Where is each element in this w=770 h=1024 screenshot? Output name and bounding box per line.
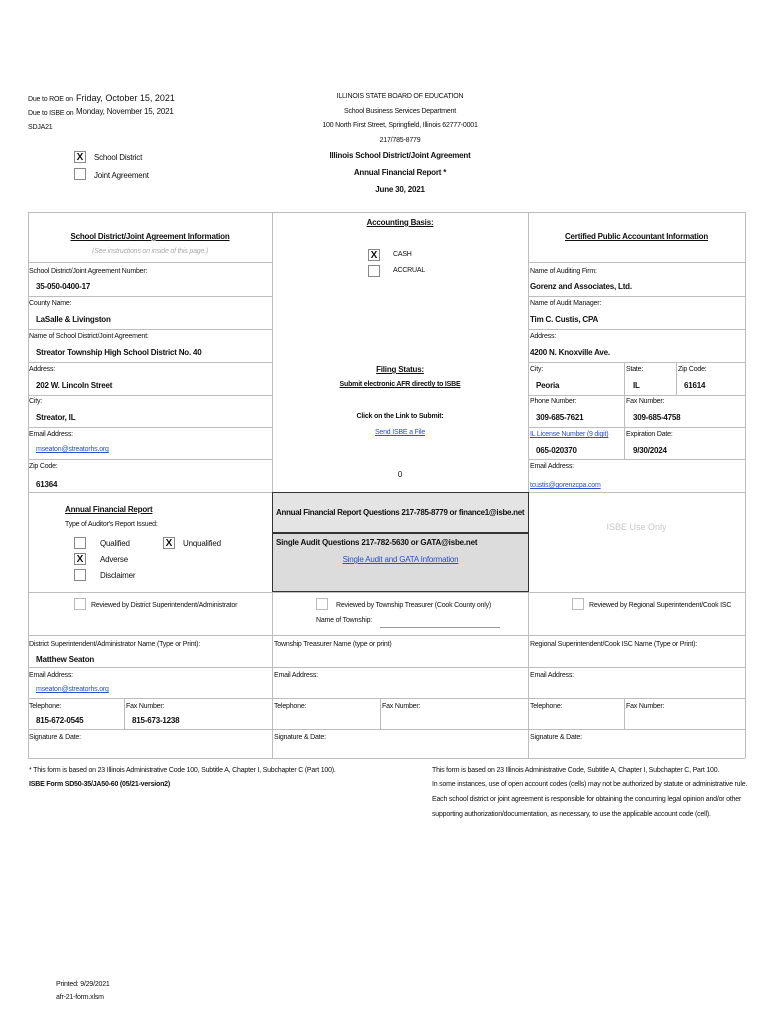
unqualified-label: Unqualified [183,539,221,548]
district-address[interactable]: 202 W. Lincoln Street [36,381,113,390]
grid-line [28,729,745,730]
school-district-checkbox[interactable]: X [74,151,86,163]
cash-checkbox[interactable]: X [368,249,380,261]
filing-status-subtitle: Submit electronic AFR directly to ISBE [339,381,461,388]
treasurer-name-label: Township Treasurer Name (type or print) [274,641,392,648]
single-audit-link[interactable]: Single Audit and GATA Information [342,555,459,564]
regional-review-checkbox[interactable] [572,598,584,610]
grid-line [528,262,745,263]
grid-line [624,362,625,459]
cpa-address[interactable]: 4200 N. Knoxville Ave. [530,348,610,357]
filing-status-title: Filing Status: [376,365,424,374]
school-district-label: School District [94,153,143,162]
afr-title: Annual Financial Report [65,505,153,514]
grid-line [528,362,745,363]
cpa-zip-label: Zip Code: [678,366,707,373]
cpa-phone-label: Phone Number: [530,398,577,405]
firm-name[interactable]: Gorenz and Associates, Ltd. [530,282,632,291]
accounting-basis-title: Accounting Basis: [366,218,434,227]
township-review-checkbox[interactable] [316,598,328,610]
superintendent-fax[interactable]: 815-673-1238 [132,716,180,725]
adverse-checkbox[interactable]: X [74,553,86,565]
treasurer-signature-label: Signature & Date: [274,734,326,741]
expiration-label: Expiration Date: [626,431,673,438]
grid-line [528,212,529,758]
disclaimer-label: Disclaimer [100,571,136,580]
footer-note-right-1: This form is based on 23 Illinois Administrative Code, Subtitle A, Chapter I, Subchapter C, Part 100. [432,767,720,774]
grid-line [28,395,272,396]
district-city[interactable]: Streator, IL [36,413,76,422]
roe-due-label: Due to ROE on [28,96,73,103]
agency-name: ILLINOIS STATE BOARD OF EDUCATION [336,93,464,100]
superintendent-email[interactable]: mseaton@streatorhs.org [36,686,109,693]
district-info-title: School District/Joint Agreement Information [70,232,230,241]
superintendent-name[interactable]: Matthew Seaton [36,655,95,664]
superintendent-phone[interactable]: 815-672-0545 [36,716,84,725]
cpa-state-label: State: [626,366,644,373]
roe-due-date: Friday, October 15, 2021 [76,93,175,103]
filing-count: 0 [397,470,403,479]
grid-line [528,459,745,460]
single-audit-text: Single Audit Questions 217-782-5630 or GATA@isbe.net [276,538,478,547]
grid-line [28,329,272,330]
grid-line [28,667,745,668]
cpa-fax[interactable]: 309-685-4758 [633,413,681,422]
superintendent-email-label: Email Address: [29,672,73,679]
send-isbe-file-link[interactable]: Send ISBE a File [374,429,426,436]
superintendent-fax-label: Fax Number: [126,703,165,710]
cpa-address-label: Address: [530,333,557,340]
agency-address: 100 North First Street, Springfield, Illinois 62777-0001 [322,122,478,129]
treasurer-phone-label: Telephone: [274,703,307,710]
district-zip[interactable]: 61364 [36,480,58,489]
county-name[interactable]: LaSalle & Livingston [36,315,111,324]
district-email-label: Email Address: [29,431,73,438]
grid-line [28,427,272,428]
district-number-label: School District/Joint Agreement Number: [29,268,148,275]
unqualified-checkbox[interactable]: X [163,537,175,549]
grid-line [28,296,272,297]
regional-phone-label: Telephone: [530,703,563,710]
report-date: June 30, 2021 [375,185,425,194]
district-number[interactable]: 35-050-0400-17 [36,282,91,291]
footer-note-left: * This form is based on 23 Illinois Administrative Code 100, Subtitle A, Chapter I, Subchapter C (Part 100). [29,767,336,774]
grid-line [272,212,273,758]
superintendent-signature-label: Signature & Date: [29,734,81,741]
township-name-label: Name of Township: [316,617,373,624]
cpa-state[interactable]: IL [633,381,640,390]
district-name[interactable]: Streator Township High School District No. 40 [36,348,202,357]
grid-line [28,459,272,460]
file-name: afr-21-form.xlsm [56,994,104,1001]
footer-note-right-4: supporting authorization/documentation, as necessary, to use the applicable account code (cell). [432,811,711,818]
superintendent-name-label: District Superintendent/Administrator Name (Type or Print): [29,641,201,648]
click-to-submit-label: Click on the Link to Submit: [356,413,444,420]
report-type-title: Illinois School District/Joint Agreement [329,151,471,160]
grid-line [676,362,677,395]
grid-line [28,212,745,213]
license-number[interactable]: 065-020370 [536,446,577,455]
isbe-use-only: ISBE Use Only [606,522,667,532]
expiration-date[interactable]: 9/30/2024 [633,446,667,455]
grid-line [528,427,745,428]
regional-fax-label: Fax Number: [626,703,665,710]
township-review-label: Reviewed by Township Treasurer (Cook County only) [336,602,492,609]
grid-line [28,262,272,263]
cpa-email-label: Email Address: [530,463,574,470]
report-title: Annual Financial Report * [353,168,447,177]
footer-note-right-2: In some instances, use of open account codes (cells) may not be authorized by statute or administrative rule. [432,781,748,788]
district-name-label: Name of School District/Joint Agreement: [29,333,149,340]
district-city-label: City: [29,398,43,405]
qualified-checkbox[interactable] [74,537,86,549]
cpa-email[interactable]: tcustis@gorenzcpa.com [530,482,601,489]
department-name: School Business Services Department [343,108,457,115]
grid-line [624,698,625,729]
superintendent-phone-label: Telephone: [29,703,62,710]
grid-line [528,329,745,330]
treasurer-email-label: Email Address: [274,672,318,679]
district-zip-label: Zip Code: [29,463,58,470]
grid-line [745,212,746,758]
cash-label: CASH [393,251,412,258]
regional-signature-label: Signature & Date: [530,734,582,741]
cpa-city-label: City: [530,366,544,373]
regional-email-label: Email Address: [530,672,574,679]
township-name-line[interactable] [380,627,500,628]
form-code: SDJA21 [28,124,53,131]
grid-line [380,698,381,729]
grid-line [28,698,745,699]
grid-line [28,362,272,363]
adverse-label: Adverse [100,555,128,564]
district-review-label: Reviewed by District Superintendent/Administrator [91,602,238,609]
manager-label: Name of Audit Manager: [530,300,602,307]
joint-agreement-checkbox[interactable] [74,168,86,180]
regional-name-label: Regional Superintendent/Cook ISC Name (Type or Print): [530,641,698,648]
firm-label: Name of Auditing Firm: [530,268,597,275]
license-number-label[interactable]: IL License Number (9 digit) [530,431,609,438]
qualified-label: Qualified [100,539,130,548]
district-address-label: Address: [29,366,56,373]
district-info-subtitle: (See instructions on inside of this page.) [91,248,209,255]
cpa-info-title: Certified Public Accountant Information [564,232,709,241]
cpa-city[interactable]: Peoria [536,381,560,390]
regional-review-label: Reviewed by Regional Superintendent/Cook ISC [589,602,732,609]
grid-line [28,758,745,759]
district-review-checkbox[interactable] [74,598,86,610]
manager-name[interactable]: Tim C. Custis, CPA [530,315,599,324]
joint-agreement-label: Joint Agreement [94,171,149,180]
footer-note-right-3: Each school district or joint agreement is responsible for obtaining the concurring legal opinion and/or other [432,796,742,803]
grid-line [124,698,125,729]
form-id: ISBE Form SD50-35/JA50-60 (05/21-version2) [29,781,170,788]
auditor-report-type-label: Type of Auditor's Report Issued: [65,521,158,528]
accrual-label: ACCRUAL [393,267,426,274]
isbe-due-label: Due to ISBE on [28,110,74,117]
grid-line [528,395,745,396]
disclaimer-checkbox[interactable] [74,569,86,581]
cpa-fax-label: Fax Number: [626,398,665,405]
cpa-zip[interactable]: 61614 [684,381,706,390]
grid-line [28,635,745,636]
district-email[interactable]: mseaton@streatorhs.org [36,446,109,453]
treasurer-fax-label: Fax Number: [382,703,421,710]
isbe-due-date: Monday, November 15, 2021 [76,107,174,116]
county-label: County Name: [29,300,72,307]
accrual-checkbox[interactable] [368,265,380,277]
afr-questions-text: Annual Financial Report Questions 217-785-8779 or finance1@isbe.net [276,508,525,517]
grid-line [28,592,745,593]
agency-phone: 217/785-8779 [379,137,421,144]
grid-line [528,296,745,297]
cpa-phone[interactable]: 309-685-7621 [536,413,584,422]
printed-date: Printed: 9/29/2021 [56,981,110,988]
